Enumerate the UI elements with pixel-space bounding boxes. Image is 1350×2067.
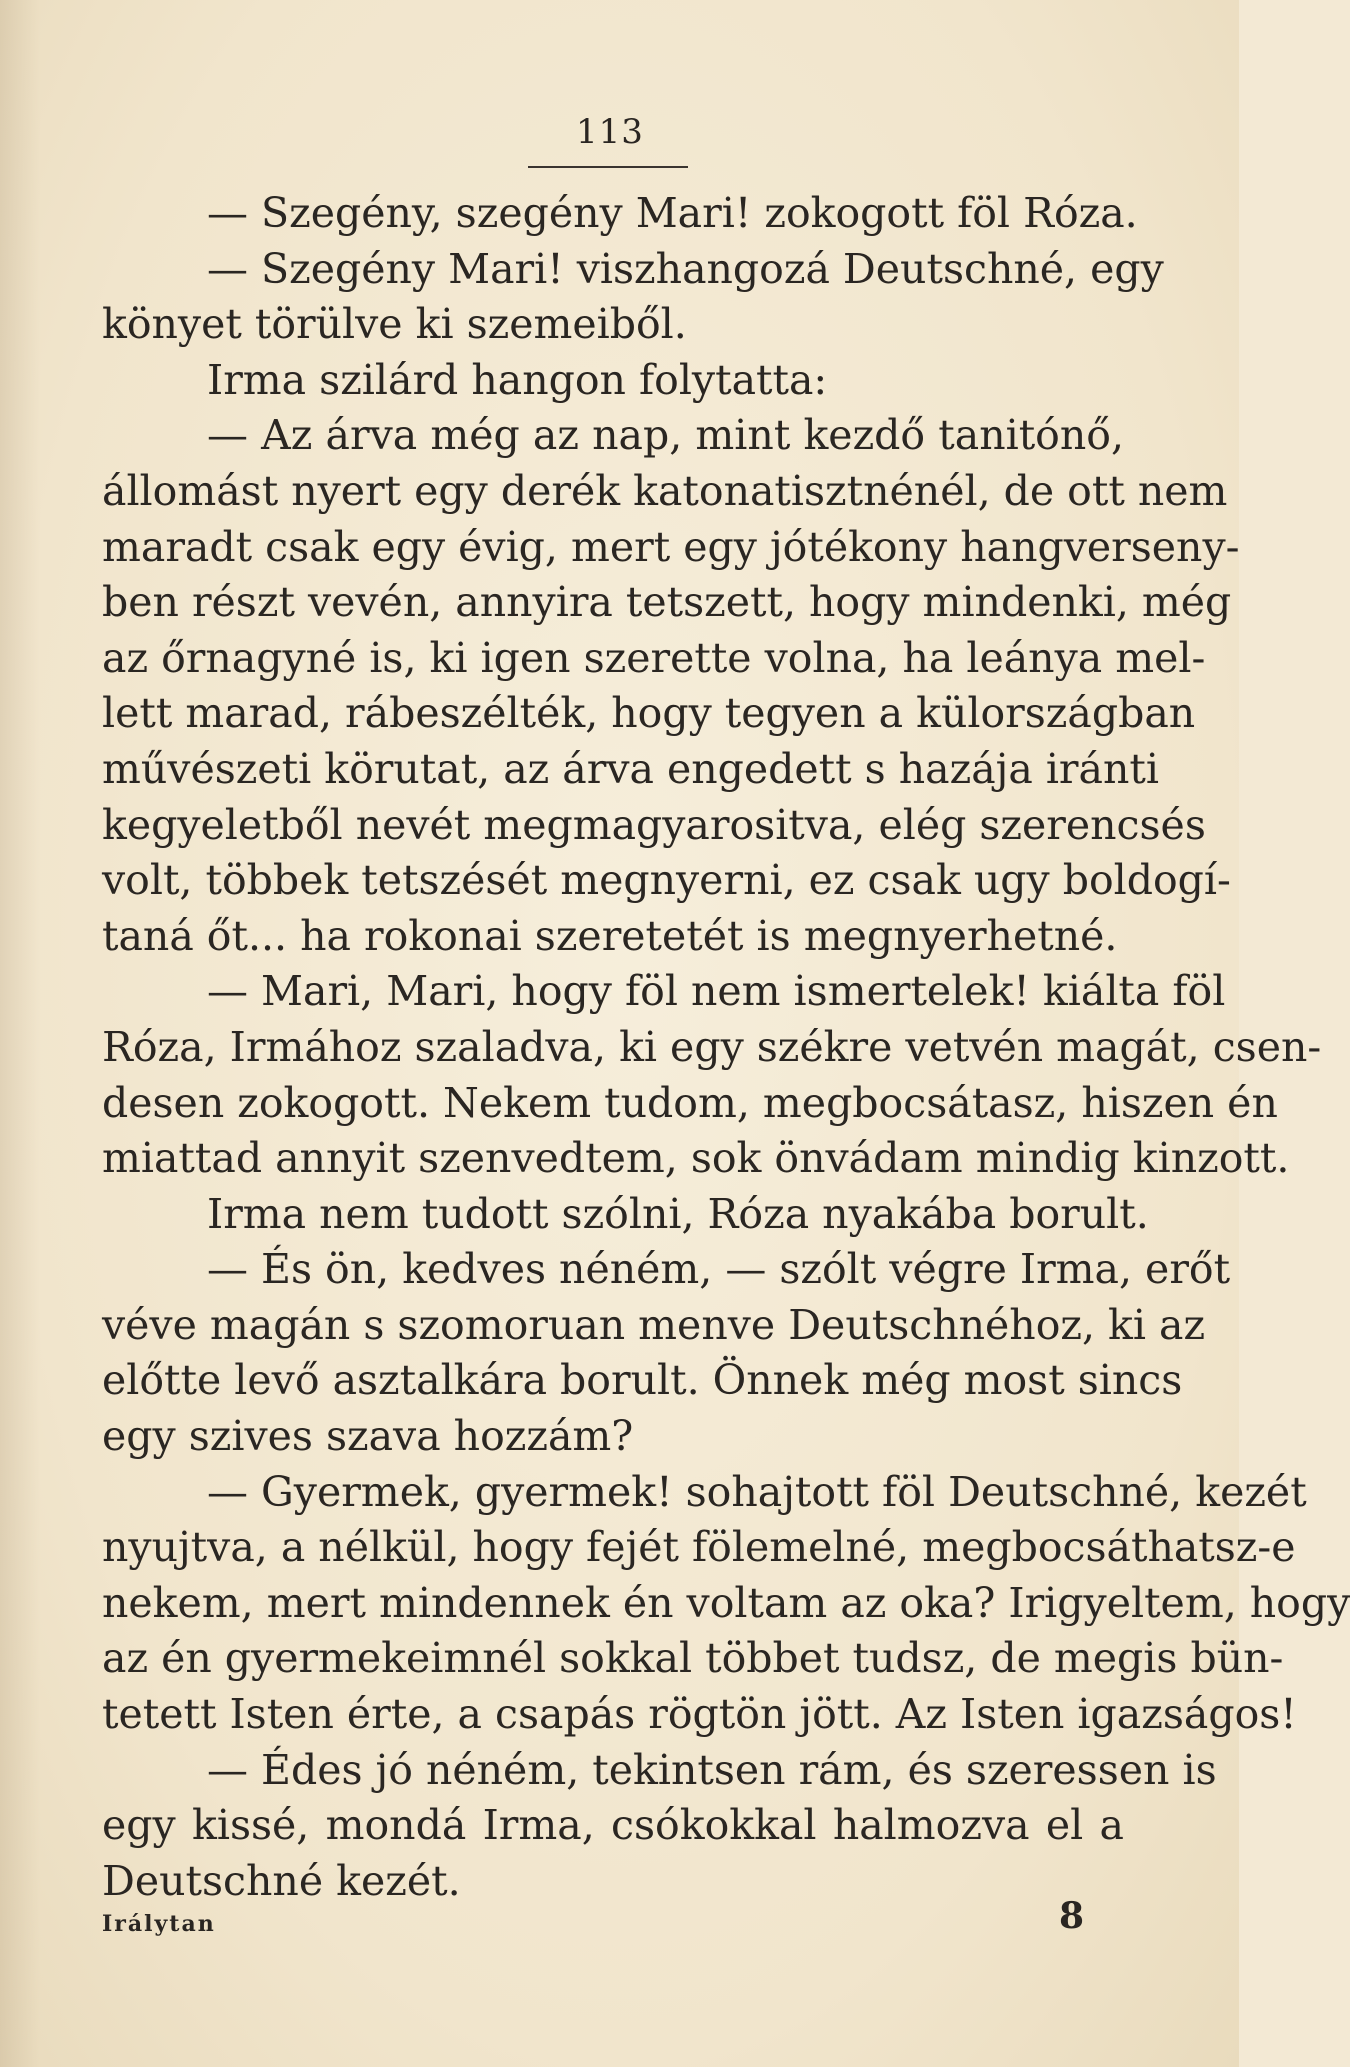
text-line: ben részt vevén, annyira tetszett, hogy mindenki, még bbox=[102, 578, 1232, 627]
text-line: könyet törülve ki szemeiből. bbox=[102, 300, 687, 349]
text-line: volt, többek tetszését megnyerni, ez csak ugy boldogí- bbox=[102, 856, 1231, 905]
text-line: — Édes jó néném, tekintsen rám, és szeressen is bbox=[207, 1745, 1217, 1794]
sheet-number: 8 bbox=[1058, 1895, 1084, 1937]
text-line: nyujtva, a nélkül, hogy fejét fölemelné, megbocsáthatsz-e bbox=[102, 1523, 1296, 1572]
text-line: — Szegény, szegény Mari! zokogott föl Róza. bbox=[207, 189, 1138, 237]
header-rule bbox=[528, 166, 688, 168]
page-binding-shadow bbox=[0, 0, 40, 2067]
text-line: — Mari, Mari, hogy föl nem ismertelek! kiálta föl bbox=[207, 967, 1226, 1016]
text-line: desen zokogott. Nekem tudom, megbocsátasz, hiszen én bbox=[102, 1078, 1278, 1127]
text-line: Irma szilárd hangon folytatta: bbox=[207, 355, 828, 404]
page-footer bbox=[102, 1895, 1124, 1955]
text-line: az őrnagyné is, ki igen szerette volna, ha leánya mel- bbox=[102, 633, 1206, 682]
text-line: — Az árva még az nap, mint kezdő tanitónő, bbox=[207, 411, 1124, 460]
text-line: nekem, mert mindennek én voltam az oka? Irigyeltem, hogy bbox=[102, 1578, 1350, 1627]
body-text bbox=[102, 186, 1350, 1909]
text-line: előtte levő asztalkára borult. Önnek még most sincs bbox=[102, 1356, 1183, 1405]
text-line: véve magán s szomoruan menve Deutschnéhoz, ki az bbox=[102, 1300, 1206, 1349]
text-line: művészeti körutat, az árva engedett s hazája iránti bbox=[102, 744, 1159, 793]
page-number: 113 bbox=[576, 112, 644, 152]
text-line: maradt csak egy évig, mert egy jótékony hangverseny- bbox=[102, 522, 1240, 571]
text-line: miattad annyit szenvedtem, sok önvádam mindig kinzott. bbox=[102, 1134, 1290, 1183]
signature-mark: Irálytan bbox=[102, 1911, 216, 1937]
text-line: taná őt... ha rokonai szeretetét is megnyerhetné. bbox=[102, 911, 1118, 960]
text-line: állomást nyert egy derék katonatisztnénél, de ott nem bbox=[102, 466, 1228, 515]
text-line: — Szegény Mari! viszhangozá Deutschné, egy bbox=[207, 244, 1164, 293]
text-line: az én gyermekeimnél sokkal többet tudsz, de megis bün- bbox=[102, 1634, 1284, 1683]
text-line: — És ön, kedves néném, — szólt végre Irma, erőt bbox=[207, 1245, 1231, 1294]
text-line: kegyeletből nevét megmagyarositva, elég szerencsés bbox=[102, 800, 1206, 849]
text-line: tetett Isten érte, a csapás rögtön jött. Az Isten igazságos! bbox=[102, 1690, 1297, 1739]
text-line: lett marad, rábeszélték, hogy tegyen a külországban bbox=[102, 689, 1196, 738]
text-line: Deutschné kezét. bbox=[102, 1856, 461, 1905]
text-line: — Gyermek, gyermek! sohajtott föl Deutschné, kezét bbox=[207, 1467, 1307, 1516]
text-line: Róza, Irmához szaladva, ki egy székre vetvén magát, csen- bbox=[102, 1022, 1322, 1071]
text-line: egy szives szava hozzám? bbox=[102, 1412, 634, 1461]
text-line: Irma nem tudott szólni, Róza nyakába borult. bbox=[207, 1189, 1149, 1238]
text-line: egy kissé, mondá Irma, csókokkal halmozva el a bbox=[102, 1801, 1124, 1850]
